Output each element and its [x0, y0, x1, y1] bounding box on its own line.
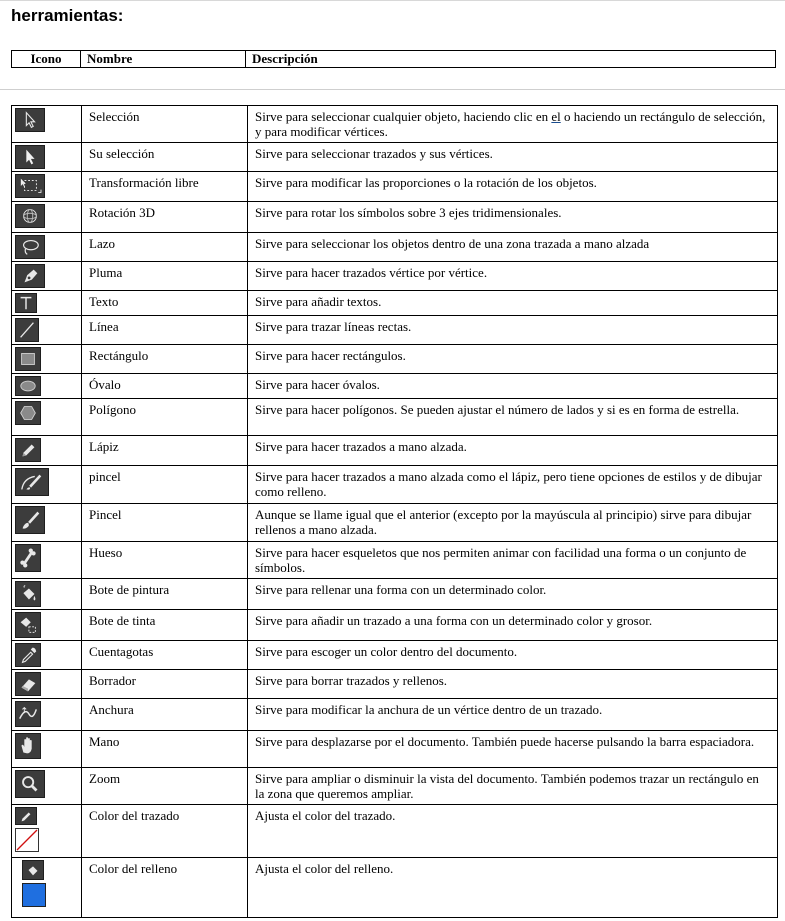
rotation-3d-icon — [15, 204, 45, 228]
bone-icon — [15, 544, 41, 572]
tool-description: Sirve para rotar los símbolos sobre 3 ejes tridimensionales. — [248, 202, 778, 233]
tool-description: Ajusta el color del relleno. — [248, 858, 778, 918]
section-heading: herramientas: — [11, 6, 124, 25]
table-row — [12, 542, 778, 579]
tool-name: Óvalo — [82, 374, 248, 399]
polygon-icon — [15, 401, 41, 425]
table-row — [12, 316, 778, 345]
tool-name: Zoom — [82, 768, 248, 805]
tool-description: Sirve para trazar líneas rectas. — [248, 316, 778, 345]
selection-arrow-icon — [15, 108, 45, 132]
tool-description: Sirve para hacer óvalos. — [248, 374, 778, 399]
page-break-line — [0, 89, 785, 90]
top-divider — [0, 0, 785, 1]
tool-name: pincel — [82, 466, 248, 504]
line-icon — [15, 318, 39, 342]
table-row — [12, 858, 778, 918]
tool-description: Sirve para desplazarse por el documento. También puede hacerse pulsando la barra espaciadora. — [248, 731, 778, 768]
header-icon-col: Icono — [12, 51, 81, 68]
tool-name: Hueso — [82, 542, 248, 579]
tool-description: Sirve para hacer esqueletos que nos permiten animar con facilidad una forma o un conjunto de símbolos. — [248, 542, 778, 579]
zoom-icon — [15, 770, 45, 798]
tool-description: Sirve para seleccionar los objetos dentro de una zona trazada a mano alzada — [248, 233, 778, 262]
tool-name: Selección — [82, 106, 248, 143]
table-row — [12, 466, 778, 504]
rectangle-icon — [15, 347, 41, 371]
tool-description: Sirve para borrar trazados y rellenos. — [248, 670, 778, 699]
table-row — [12, 345, 778, 374]
tool-description: Sirve para modificar la anchura de un vértice dentro de un trazado. — [248, 699, 778, 731]
table-row — [12, 768, 778, 805]
tool-description: Sirve para hacer trazados a mano alzada. — [248, 436, 778, 466]
table-row — [12, 106, 778, 143]
tool-description: Sirve para hacer polígonos. Se pueden ajustar el número de lados y si es en forma de estrella. — [248, 399, 778, 436]
tool-name: Bote de pintura — [82, 579, 248, 610]
subselection-arrow-icon — [15, 145, 45, 169]
tool-description: Sirve para modificar las proporciones o la rotación de los objetos. — [248, 172, 778, 202]
table-row — [12, 262, 778, 291]
tool-name: Anchura — [82, 699, 248, 731]
tool-description: Sirve para hacer rectángulos. — [248, 345, 778, 374]
tool-description: Aunque se llame igual que el anterior (excepto por la mayúscula al principio) sirve para dibujar rellenos a mano alzada. — [248, 504, 778, 542]
tool-name: Pluma — [82, 262, 248, 291]
table-row — [12, 143, 778, 172]
tool-name: Lazo — [82, 233, 248, 262]
header-description-col: Descripción — [246, 51, 776, 68]
stroke-color-icon — [15, 828, 39, 852]
tool-name: Mano — [82, 731, 248, 768]
tool-description: Sirve para rellenar una forma con un determinado color. — [248, 579, 778, 610]
tool-name: Rotación 3D — [82, 202, 248, 233]
pencil-icon — [15, 807, 37, 825]
tool-description: Sirve para añadir un trazado a una forma con un determinado color y grosor. — [248, 610, 778, 641]
tool-name: Color del relleno — [82, 858, 248, 918]
tool-name: Rectángulo — [82, 345, 248, 374]
paint-bucket-icon — [22, 860, 44, 880]
table-row — [12, 805, 778, 858]
tool-name: Polígono — [82, 399, 248, 436]
tool-description: Ajusta el color del trazado. — [248, 805, 778, 858]
tool-name: Borrador — [82, 670, 248, 699]
table-row — [12, 399, 778, 436]
eyedropper-icon — [15, 643, 41, 667]
table-row — [12, 202, 778, 233]
ink-bottle-icon — [15, 612, 41, 638]
tool-name: Transformación libre — [82, 172, 248, 202]
table-row — [12, 436, 778, 466]
tool-description: Sirve para ampliar o disminuir la vista del documento. También podemos trazar un rectángulo en la zona que queremos ampliar. — [248, 768, 778, 805]
tools-table — [11, 105, 778, 918]
tool-name: Color del trazado — [82, 805, 248, 858]
eraser-icon — [15, 672, 41, 696]
tool-name: Cuentagotas — [82, 641, 248, 670]
header-name-col: Nombre — [81, 51, 246, 68]
tool-description: Sirve para añadir textos. — [248, 291, 778, 316]
tool-description: Sirve para seleccionar cualquier objeto, haciendo clic en el o haciendo un rectángulo de selección, y para modificar vértices. — [248, 106, 778, 143]
table-row — [12, 731, 778, 768]
fill-color-icon — [22, 883, 46, 907]
tool-name: Su selección — [82, 143, 248, 172]
tool-name: Lápiz — [82, 436, 248, 466]
table-row — [12, 641, 778, 670]
table-row — [12, 610, 778, 641]
paint-bucket-icon — [15, 581, 41, 607]
table-row — [12, 172, 778, 202]
tool-name: Bote de tinta — [82, 610, 248, 641]
tool-description: Sirve para escoger un color dentro del documento. — [248, 641, 778, 670]
text-icon — [15, 293, 37, 313]
brush-stroke-icon — [15, 468, 49, 496]
table-row — [12, 579, 778, 610]
table-row — [12, 504, 778, 542]
table-row — [12, 699, 778, 731]
table-row — [12, 233, 778, 262]
width-tool-icon — [15, 701, 41, 727]
oval-icon — [15, 376, 41, 396]
tool-name: Pincel — [82, 504, 248, 542]
header-table — [11, 50, 776, 68]
paintbrush-icon — [15, 506, 45, 534]
lasso-icon — [15, 235, 45, 259]
pen-icon — [15, 264, 45, 288]
tool-description: Sirve para hacer trazados a mano alzada como el lápiz, pero tiene opciones de estilos y de dibujar como relleno. — [248, 466, 778, 504]
table-row — [12, 374, 778, 399]
tool-description: Sirve para seleccionar trazados y sus vértices. — [248, 143, 778, 172]
tool-description: Sirve para hacer trazados vértice por vértice. — [248, 262, 778, 291]
pencil-icon — [15, 438, 41, 462]
free-transform-icon — [15, 174, 45, 198]
table-row — [12, 291, 778, 316]
hand-icon — [15, 733, 41, 759]
tool-name: Línea — [82, 316, 248, 345]
table-row — [12, 670, 778, 699]
tool-name: Texto — [82, 291, 248, 316]
